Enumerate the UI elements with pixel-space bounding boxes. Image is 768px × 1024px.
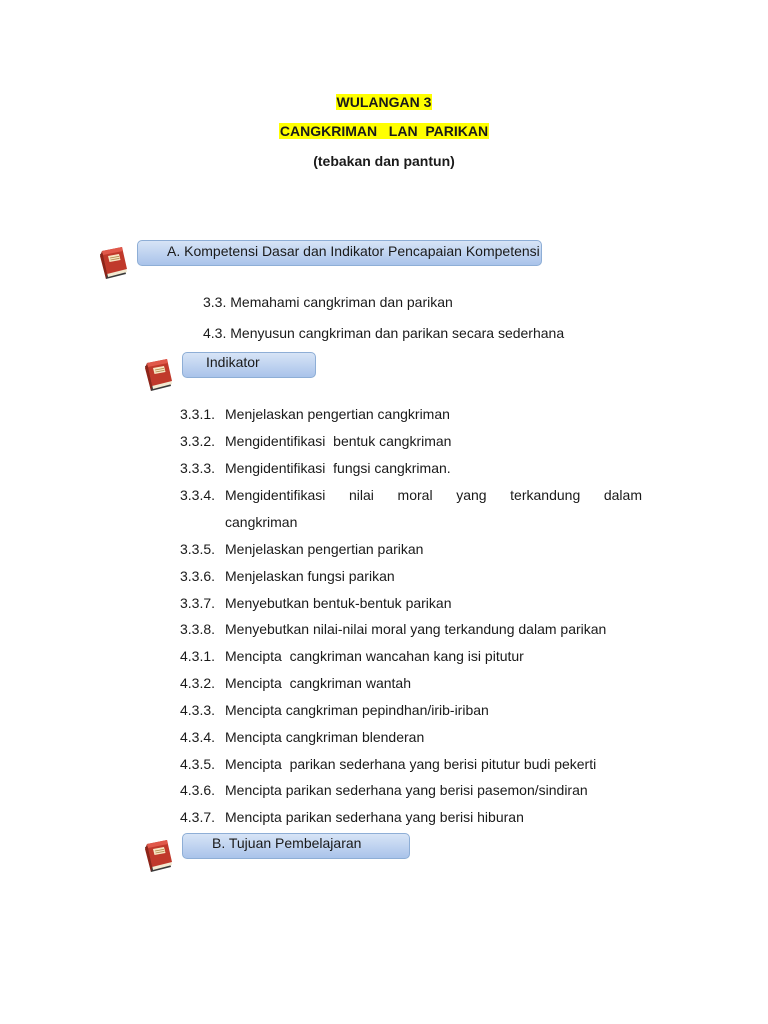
document-subtitle: (tebakan dan pantun)	[313, 153, 455, 169]
item-number: 4.3.6.	[180, 782, 216, 798]
item-word: Mengidentifikasi	[225, 487, 326, 503]
list-item	[180, 541, 642, 561]
item-number: 3.3.6.	[180, 568, 216, 584]
list-item	[180, 809, 642, 829]
item-text: Mencipta parikan sederhana yang berisi pasemon/sindiran	[225, 782, 588, 798]
item-number: 4.3.1.	[180, 648, 216, 664]
book-icon	[141, 356, 177, 394]
indikator-label: Indikator	[206, 354, 260, 370]
item-text: Menyebutkan bentuk-bentuk parikan	[225, 595, 452, 611]
chapter-title: WULANGAN 3	[336, 94, 432, 110]
list-item	[180, 648, 642, 668]
item-number: 4.3.5.	[180, 756, 216, 772]
item-word: nilai	[349, 487, 374, 503]
book-icon	[96, 244, 132, 282]
list-item	[180, 460, 642, 480]
item-text: Menjelaskan fungsi parikan	[225, 568, 395, 584]
item-number: 3.3.5.	[180, 541, 216, 557]
list-item	[180, 702, 642, 722]
item-text	[225, 487, 642, 503]
kompetensi-dasar-item: 3.3. Memahami cangkriman dan parikan	[203, 294, 453, 310]
item-number: 3.3.1.	[180, 406, 216, 422]
list-item	[180, 782, 642, 802]
item-text: Mengidentifikasi fungsi cangkriman.	[225, 460, 451, 476]
list-item	[180, 729, 642, 749]
item-text: Mencipta cangkriman wantah	[225, 675, 411, 691]
item-number: 3.3.3.	[180, 460, 216, 476]
book-icon	[141, 837, 177, 875]
item-text: Mencipta cangkriman blenderan	[225, 729, 425, 745]
item-text: Mencipta cangkriman wancahan kang isi pitutur	[225, 648, 524, 664]
item-number: 3.3.8.	[180, 621, 216, 637]
item-word: yang	[456, 487, 487, 503]
item-text: Mencipta parikan sederhana yang berisi pitutur budi pekerti	[225, 756, 597, 772]
item-word: moral	[397, 487, 433, 503]
list-item	[180, 621, 642, 641]
item-text-continuation: cangkriman	[225, 514, 298, 530]
item-word: dalam	[603, 487, 642, 503]
item-number: 3.3.7.	[180, 595, 216, 611]
list-item	[180, 595, 642, 615]
item-text: Mencipta parikan sederhana yang berisi hiburan	[225, 809, 524, 825]
item-text: Menjelaskan pengertian parikan	[225, 541, 424, 557]
item-text: Menyebutkan nilai-nilai moral yang terkandung dalam parikan	[225, 621, 607, 637]
item-number: 3.3.4.	[180, 487, 216, 503]
document-title: CANGKRIMAN LAN PARIKAN	[279, 123, 489, 139]
item-number: 4.3.2.	[180, 675, 216, 691]
list-item	[180, 756, 642, 776]
kompetensi-dasar-item: 4.3. Menyusun cangkriman dan parikan secara sederhana	[203, 325, 565, 341]
section-a-label: A. Kompetensi Dasar dan Indikator Pencapaian Kompetensi	[167, 243, 540, 259]
list-item	[180, 433, 642, 453]
item-number: 4.3.7.	[180, 809, 216, 825]
item-number: 4.3.3.	[180, 702, 216, 718]
list-item	[180, 406, 642, 426]
list-item	[180, 568, 642, 588]
list-item	[180, 487, 642, 507]
section-b-label: B. Tujuan Pembelajaran	[212, 835, 362, 851]
item-number: 3.3.2.	[180, 433, 216, 449]
list-item	[180, 675, 642, 695]
item-text: Mengidentifikasi bentuk cangkriman	[225, 433, 452, 449]
item-text: Menjelaskan pengertian cangkriman	[225, 406, 450, 422]
item-text: Mencipta cangkriman pepindhan/irib-iriban	[225, 702, 489, 718]
item-word: terkandung	[510, 487, 581, 503]
item-number: 4.3.4.	[180, 729, 216, 745]
